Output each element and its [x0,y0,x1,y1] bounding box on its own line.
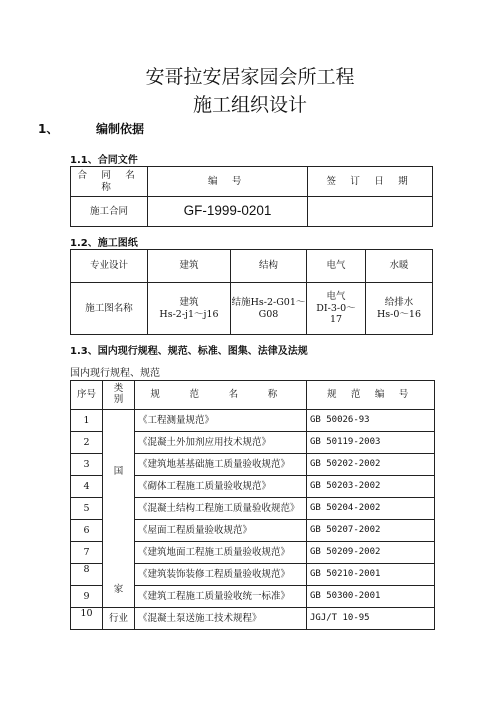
standards-table [70,380,435,630]
standard-name: 《建筑地面工程施工质量验收规范》 [135,542,307,564]
standard-code: JGJ/T 10-95 [307,608,435,630]
cell-line: 电气 [326,290,346,302]
standards-caption: 国内现行规程、规范 [70,368,160,379]
row-no: 1 [71,410,103,432]
subheading-drawings: 1.2、施工图纸 [70,238,138,249]
cell-line: DI-3-0～ [316,302,356,314]
category-char: 类别 [113,383,124,405]
standard-name: 《工程测量规范》 [135,410,307,432]
contract-name-cell: 施工合同 [71,197,148,227]
category-char-guo: 国 [113,466,124,477]
standard-name: 《混凝土结构工程施工质量验收规范》 [135,498,307,520]
cell-line: 建筑 [179,296,199,308]
category-industry: 行业 [103,608,135,630]
row-no: 2 [71,432,103,454]
standard-code: GB 50026-93 [307,410,435,432]
header-sign-date: 签 订 日 期 [308,167,433,197]
row-no: 4 [71,476,103,498]
row-no: 5 [71,498,103,520]
header-category [103,381,135,410]
standard-name: 《建筑地基基础施工质量验收规范》 [135,454,307,476]
standard-name: 《砌体工程施工质量验收规范》 [135,476,307,498]
row-no: 8 [71,564,103,586]
cell-line: Hs-0～16 [376,308,421,320]
row-no: 10 [71,608,103,630]
drawing-row-label: 施工图名称 [71,283,148,335]
row-no: 6 [71,520,103,542]
contract-code-cell: GF-1999-0201 [148,197,308,227]
standard-name: 《混凝土泵送施工技术规程》 [135,608,307,630]
cell-line: 结施Hs-2-G01～ [231,296,306,308]
subheading-contract: 1.1、合同文件 [70,155,138,166]
section-label: 编制依据 [96,122,145,136]
architecture-drawing-cell [148,283,231,335]
standard-code: GB 50202-2002 [307,454,435,476]
standard-name: 《建筑装饰装修工程质量验收规范》 [135,564,307,586]
header-plumbing: 水暖 [366,250,433,283]
standard-name: 《建筑工程施工质量验收统一标准》 [135,586,307,608]
standard-code: GB 50300-2001 [307,586,435,608]
document-title-line1: 安哥拉安居家园会所工程 [145,66,355,88]
header-code: 编 号 [148,167,308,197]
section-number: 1、 [38,122,59,136]
row-no: 7 [71,542,103,564]
plumbing-drawing-cell [366,283,433,335]
header-structure: 结构 [231,250,307,283]
cell-line: Hs-2-j1～j16 [159,308,219,320]
document-title-line2: 施工组织设计 [192,94,307,116]
row-no: 9 [71,586,103,608]
standard-name: 《混凝土外加剂应用技术规范》 [135,432,307,454]
standard-name: 《屋面工程质量验收规范》 [135,520,307,542]
header-standard-name: 规 范 名 称 [135,381,307,410]
header-discipline: 专业设计 [71,250,148,283]
header-seq: 序号 [71,381,103,410]
electrical-drawing-cell [307,283,366,335]
category-national [103,410,135,608]
standard-code: GB 50204-2002 [307,498,435,520]
standard-code: GB 50210-2001 [307,564,435,586]
header-electrical: 电气 [307,250,366,283]
header-contract-name: 合 同 名 称 [71,167,148,197]
standard-code: GB 50119-2003 [307,432,435,454]
contract-date-cell [308,197,433,227]
cell-line: G08 [258,308,279,320]
header-architecture: 建筑 [148,250,231,283]
contract-table [70,166,433,227]
standard-code: GB 50203-2002 [307,476,435,498]
cell-line: 17 [329,314,343,326]
section-heading-1 [38,120,144,137]
standard-code: GB 50207-2002 [307,520,435,542]
standard-code: GB 50209-2002 [307,542,435,564]
category-char-jia: 家 [113,583,124,595]
header-standard-code: 规 范 编 号 [307,381,435,410]
structure-drawing-cell [231,283,307,335]
subheading-standards: 1.3、国内现行规程、规范、标准、图集、法律及法规 [70,346,308,357]
row-no: 3 [71,454,103,476]
drawing-table [70,249,433,335]
cell-line: 给排水 [384,296,414,308]
